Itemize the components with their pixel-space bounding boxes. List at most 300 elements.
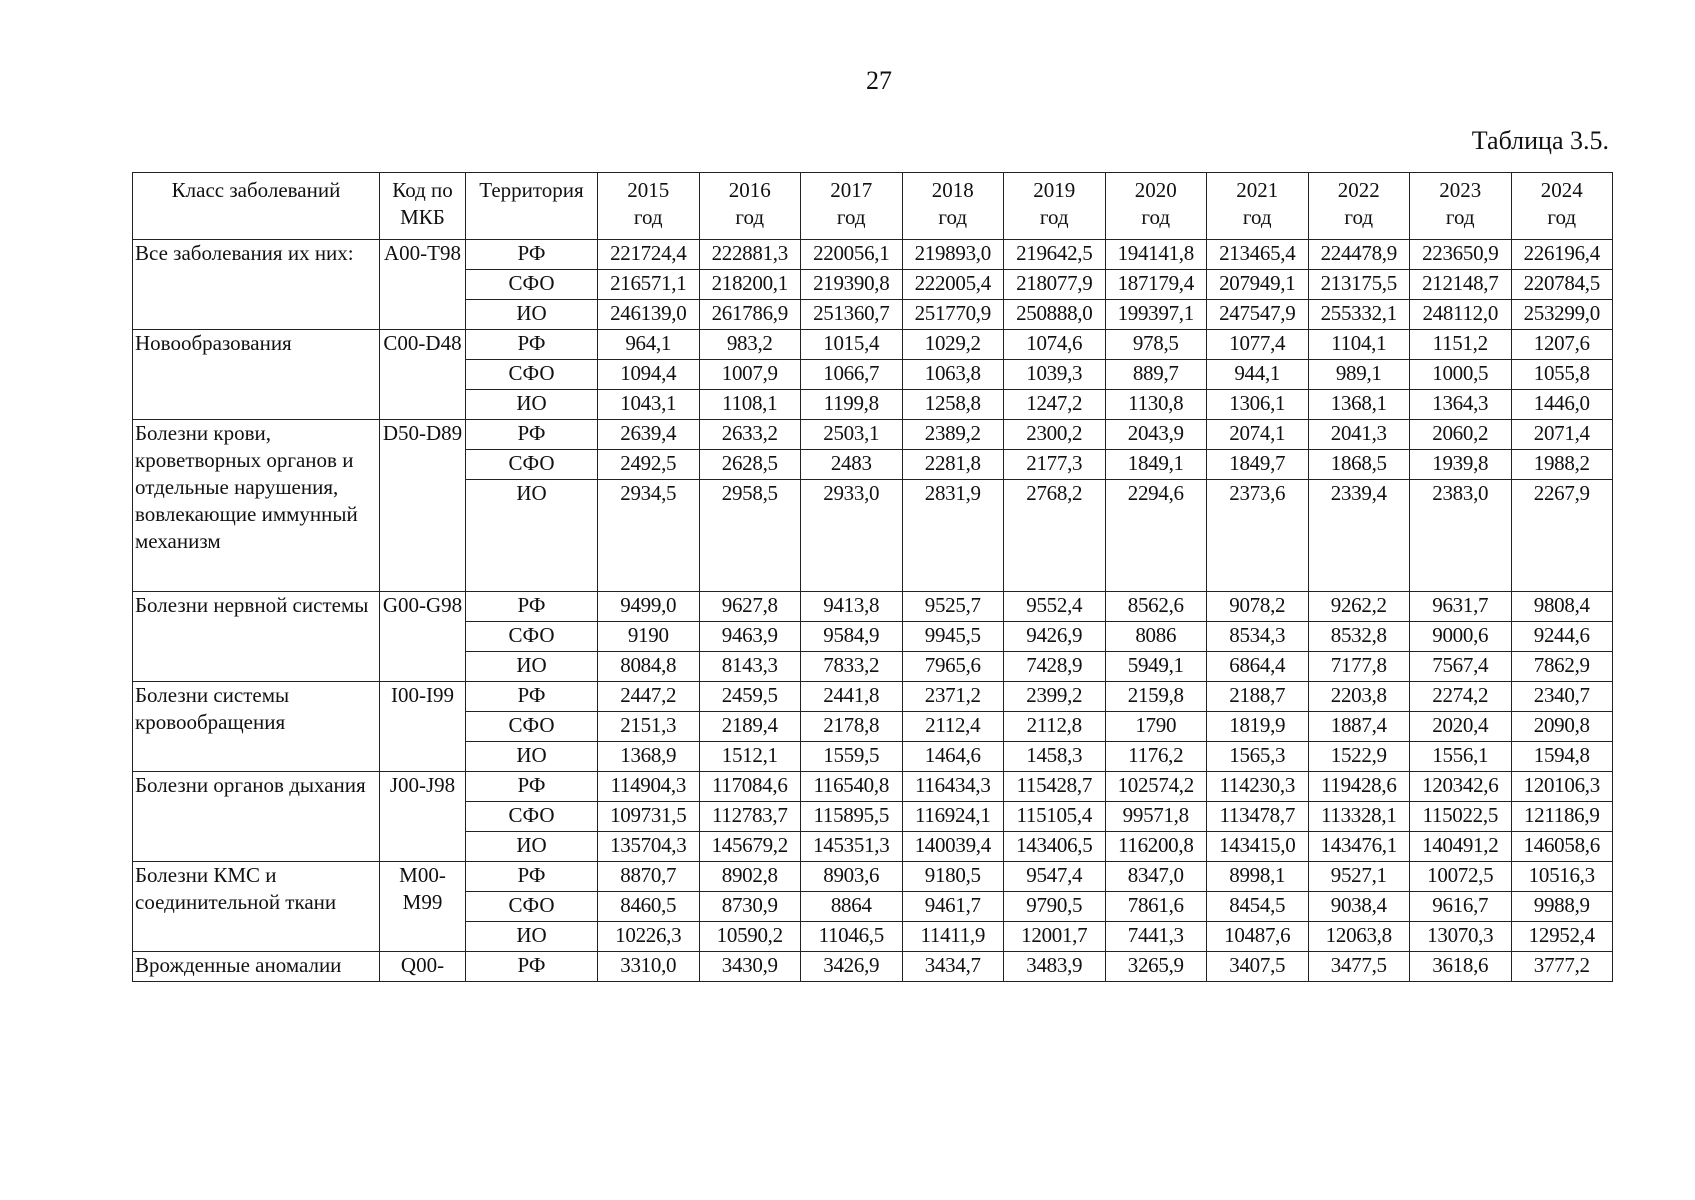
- value-cell: 1368,1: [1308, 390, 1410, 420]
- value-cell: 1130,8: [1105, 390, 1207, 420]
- value-cell: 143406,5: [1004, 832, 1106, 862]
- table-row: [133, 592, 1613, 622]
- value-cell: 1464,6: [902, 742, 1004, 772]
- header-year-label: 2017: [830, 178, 873, 202]
- value-cell: 102574,2: [1105, 772, 1207, 802]
- value-cell: 9616,7: [1410, 892, 1512, 922]
- value-cell: 7567,4: [1410, 652, 1512, 682]
- value-cell: 223650,9: [1410, 240, 1512, 270]
- table-row: [133, 420, 1613, 450]
- value-cell: 2188,7: [1207, 682, 1309, 712]
- value-cell: 226196,4: [1511, 240, 1613, 270]
- value-cell: 135704,3: [598, 832, 700, 862]
- value-cell: 115428,7: [1004, 772, 1106, 802]
- value-cell: 9790,5: [1004, 892, 1106, 922]
- value-cell: 9463,9: [699, 622, 801, 652]
- value-cell: 113478,7: [1207, 802, 1309, 832]
- value-cell: 9244,6: [1511, 622, 1613, 652]
- header-year-label: 2019: [1033, 178, 1076, 202]
- disease-class: Болезни КМС и соединительной ткани: [133, 862, 380, 952]
- value-cell: 199397,1: [1105, 300, 1207, 330]
- value-cell: 9499,0: [598, 592, 700, 622]
- header-year: [1105, 173, 1207, 240]
- value-cell: 1247,2: [1004, 390, 1106, 420]
- value-cell: 5949,1: [1105, 652, 1207, 682]
- value-cell: 1066,7: [801, 360, 903, 390]
- value-cell: 2294,6: [1105, 480, 1207, 592]
- value-cell: 8903,6: [801, 862, 903, 892]
- territory-cell: ИО: [466, 832, 598, 862]
- value-cell: 1094,4: [598, 360, 700, 390]
- value-cell: 9461,7: [902, 892, 1004, 922]
- value-cell: 11046,5: [801, 922, 903, 952]
- header-year-suffix: год: [1141, 205, 1171, 229]
- value-cell: 9078,2: [1207, 592, 1309, 622]
- value-cell: 120342,6: [1410, 772, 1512, 802]
- value-cell: 978,5: [1105, 330, 1207, 360]
- value-cell: 2373,6: [1207, 480, 1309, 592]
- value-cell: 2071,4: [1511, 420, 1613, 450]
- value-cell: 3426,9: [801, 952, 903, 982]
- value-cell: 253299,0: [1511, 300, 1613, 330]
- value-cell: 1306,1: [1207, 390, 1309, 420]
- value-cell: 9262,2: [1308, 592, 1410, 622]
- value-cell: 2383,0: [1410, 480, 1512, 592]
- value-cell: 1015,4: [801, 330, 903, 360]
- header-year-suffix: год: [1547, 205, 1577, 229]
- value-cell: 1176,2: [1105, 742, 1207, 772]
- value-cell: 10487,6: [1207, 922, 1309, 952]
- territory-cell: СФО: [466, 450, 598, 480]
- value-cell: 6864,4: [1207, 652, 1309, 682]
- value-cell: 1849,7: [1207, 450, 1309, 480]
- value-cell: 250888,0: [1004, 300, 1106, 330]
- value-cell: 1258,8: [902, 390, 1004, 420]
- value-cell: 1819,9: [1207, 712, 1309, 742]
- disease-class: Болезни органов дыхания: [133, 772, 380, 862]
- value-cell: 246139,0: [598, 300, 700, 330]
- value-cell: 1887,4: [1308, 712, 1410, 742]
- header-code: Код по МКБ: [380, 173, 466, 240]
- value-cell: 1108,1: [699, 390, 801, 420]
- value-cell: 2300,2: [1004, 420, 1106, 450]
- value-cell: 2934,5: [598, 480, 700, 592]
- value-cell: 7862,9: [1511, 652, 1613, 682]
- value-cell: 2492,5: [598, 450, 700, 480]
- territory-cell: СФО: [466, 270, 598, 300]
- value-cell: 2177,3: [1004, 450, 1106, 480]
- icd-code: A00-T98: [380, 240, 466, 330]
- value-cell: 3618,6: [1410, 952, 1512, 982]
- icd-code: I00-I99: [380, 682, 466, 772]
- value-cell: 115022,5: [1410, 802, 1512, 832]
- value-cell: 3777,2: [1511, 952, 1613, 982]
- value-cell: 8730,9: [699, 892, 801, 922]
- value-cell: 2060,2: [1410, 420, 1512, 450]
- value-cell: 221724,4: [598, 240, 700, 270]
- value-cell: 10226,3: [598, 922, 700, 952]
- value-cell: 219893,0: [902, 240, 1004, 270]
- territory-cell: РФ: [466, 592, 598, 622]
- value-cell: 8454,5: [1207, 892, 1309, 922]
- header-year: [1004, 173, 1106, 240]
- value-cell: 2074,1: [1207, 420, 1309, 450]
- value-cell: 2203,8: [1308, 682, 1410, 712]
- value-cell: 10072,5: [1410, 862, 1512, 892]
- value-cell: 224478,9: [1308, 240, 1410, 270]
- header-year-label: 2020: [1134, 178, 1177, 202]
- header-year-label: 2023: [1439, 178, 1482, 202]
- value-cell: 3477,5: [1308, 952, 1410, 982]
- value-cell: 9000,6: [1410, 622, 1512, 652]
- value-cell: 1512,1: [699, 742, 801, 772]
- value-cell: 1939,8: [1410, 450, 1512, 480]
- value-cell: 944,1: [1207, 360, 1309, 390]
- table-caption: Таблица 3.5.: [1471, 126, 1609, 155]
- territory-cell: РФ: [466, 862, 598, 892]
- header-year-suffix: год: [1445, 205, 1475, 229]
- value-cell: 7441,3: [1105, 922, 1207, 952]
- icd-code: G00-G98: [380, 592, 466, 682]
- header-year-label: 2022: [1337, 178, 1380, 202]
- icd-code: M00-M99: [380, 862, 466, 952]
- header-year-suffix: год: [1242, 205, 1272, 229]
- value-cell: 10590,2: [699, 922, 801, 952]
- value-cell: 145351,3: [801, 832, 903, 862]
- value-cell: 1000,5: [1410, 360, 1512, 390]
- disease-class: Все заболевания их них:: [133, 240, 380, 330]
- value-cell: 1151,2: [1410, 330, 1512, 360]
- value-cell: 9627,8: [699, 592, 801, 622]
- value-cell: 9426,9: [1004, 622, 1106, 652]
- table-body: [133, 240, 1613, 982]
- value-cell: 9180,5: [902, 862, 1004, 892]
- value-cell: 121186,9: [1511, 802, 1613, 832]
- value-cell: 9038,4: [1308, 892, 1410, 922]
- value-cell: 248112,0: [1410, 300, 1512, 330]
- header-year-label: 2016: [728, 178, 771, 202]
- value-cell: 140491,2: [1410, 832, 1512, 862]
- value-cell: 116434,3: [902, 772, 1004, 802]
- value-cell: 9413,8: [801, 592, 903, 622]
- territory-cell: ИО: [466, 390, 598, 420]
- header-year-label: 2024: [1540, 178, 1583, 202]
- value-cell: 143476,1: [1308, 832, 1410, 862]
- value-cell: 218200,1: [699, 270, 801, 300]
- value-cell: 1364,3: [1410, 390, 1512, 420]
- value-cell: 255332,1: [1308, 300, 1410, 330]
- value-cell: 11411,9: [902, 922, 1004, 952]
- value-cell: 2371,2: [902, 682, 1004, 712]
- header-year-suffix: год: [735, 205, 765, 229]
- value-cell: 13070,3: [1410, 922, 1512, 952]
- disease-class: Болезни крови, кроветворных органов и отдельные нарушения, вовлекающие иммунный механизм: [133, 420, 380, 592]
- value-cell: 220056,1: [801, 240, 903, 270]
- value-cell: 1029,2: [902, 330, 1004, 360]
- value-cell: 2831,9: [902, 480, 1004, 592]
- value-cell: 1074,6: [1004, 330, 1106, 360]
- icd-code: Q00-: [380, 952, 466, 982]
- value-cell: 2933,0: [801, 480, 903, 592]
- value-cell: 207949,1: [1207, 270, 1309, 300]
- value-cell: 1594,8: [1511, 742, 1613, 772]
- value-cell: 9988,9: [1511, 892, 1613, 922]
- value-cell: 2151,3: [598, 712, 700, 742]
- disease-class: Врожденные аномалии: [133, 952, 380, 982]
- value-cell: 1039,3: [1004, 360, 1106, 390]
- value-cell: 12063,8: [1308, 922, 1410, 952]
- value-cell: 3265,9: [1105, 952, 1207, 982]
- value-cell: 7428,9: [1004, 652, 1106, 682]
- header-year-label: 2021: [1236, 178, 1279, 202]
- value-cell: 222005,4: [902, 270, 1004, 300]
- value-cell: 1199,8: [801, 390, 903, 420]
- value-cell: 114904,3: [598, 772, 700, 802]
- value-cell: 7861,6: [1105, 892, 1207, 922]
- value-cell: 8086: [1105, 622, 1207, 652]
- value-cell: 1043,1: [598, 390, 700, 420]
- value-cell: 2459,5: [699, 682, 801, 712]
- value-cell: 8347,0: [1105, 862, 1207, 892]
- value-cell: 187179,4: [1105, 270, 1207, 300]
- value-cell: 9552,4: [1004, 592, 1106, 622]
- value-cell: 2043,9: [1105, 420, 1207, 450]
- territory-cell: РФ: [466, 952, 598, 982]
- value-cell: 889,7: [1105, 360, 1207, 390]
- value-cell: 143415,0: [1207, 832, 1309, 862]
- value-cell: 2447,2: [598, 682, 700, 712]
- value-cell: 2441,8: [801, 682, 903, 712]
- value-cell: 113328,1: [1308, 802, 1410, 832]
- value-cell: 1988,2: [1511, 450, 1613, 480]
- value-cell: 115895,5: [801, 802, 903, 832]
- value-cell: 7177,8: [1308, 652, 1410, 682]
- value-cell: 114230,3: [1207, 772, 1309, 802]
- disease-class: Болезни системы кровообращения: [133, 682, 380, 772]
- icd-code: J00-J98: [380, 772, 466, 862]
- territory-cell: ИО: [466, 922, 598, 952]
- header-year: [1511, 173, 1613, 240]
- value-cell: 9547,4: [1004, 862, 1106, 892]
- territory-cell: ИО: [466, 742, 598, 772]
- value-cell: 2112,8: [1004, 712, 1106, 742]
- header-year: [1410, 173, 1512, 240]
- header-year: [1308, 173, 1410, 240]
- value-cell: 8084,8: [598, 652, 700, 682]
- header-year-suffix: год: [633, 205, 663, 229]
- value-cell: 99571,8: [1105, 802, 1207, 832]
- value-cell: 3430,9: [699, 952, 801, 982]
- value-cell: 2628,5: [699, 450, 801, 480]
- value-cell: 218077,9: [1004, 270, 1106, 300]
- value-cell: 1565,3: [1207, 742, 1309, 772]
- value-cell: 8460,5: [598, 892, 700, 922]
- disease-class: Болезни нервной системы: [133, 592, 380, 682]
- header-year: [598, 173, 700, 240]
- value-cell: 1055,8: [1511, 360, 1613, 390]
- value-cell: 1368,9: [598, 742, 700, 772]
- value-cell: 247547,9: [1207, 300, 1309, 330]
- value-cell: 116200,8: [1105, 832, 1207, 862]
- territory-cell: РФ: [466, 772, 598, 802]
- value-cell: 251770,9: [902, 300, 1004, 330]
- header-territory: Территория: [466, 173, 598, 240]
- value-cell: 9527,1: [1308, 862, 1410, 892]
- value-cell: 2112,4: [902, 712, 1004, 742]
- value-cell: 1207,6: [1511, 330, 1613, 360]
- value-cell: 1868,5: [1308, 450, 1410, 480]
- value-cell: 2958,5: [699, 480, 801, 592]
- value-cell: 2639,4: [598, 420, 700, 450]
- value-cell: 2041,3: [1308, 420, 1410, 450]
- value-cell: 2399,2: [1004, 682, 1106, 712]
- value-cell: 213175,5: [1308, 270, 1410, 300]
- value-cell: 109731,5: [598, 802, 700, 832]
- territory-cell: РФ: [466, 240, 598, 270]
- territory-cell: РФ: [466, 682, 598, 712]
- territory-cell: РФ: [466, 330, 598, 360]
- value-cell: 2483: [801, 450, 903, 480]
- value-cell: 2274,2: [1410, 682, 1512, 712]
- territory-cell: СФО: [466, 802, 598, 832]
- territory-cell: СФО: [466, 712, 598, 742]
- territory-cell: ИО: [466, 652, 598, 682]
- value-cell: 251360,7: [801, 300, 903, 330]
- disease-class: Новообразования: [133, 330, 380, 420]
- value-cell: 119428,6: [1308, 772, 1410, 802]
- value-cell: 8532,8: [1308, 622, 1410, 652]
- value-cell: 3407,5: [1207, 952, 1309, 982]
- morbidity-table: [132, 172, 1613, 982]
- territory-cell: ИО: [466, 300, 598, 330]
- value-cell: 9190: [598, 622, 700, 652]
- value-cell: 216571,1: [598, 270, 700, 300]
- value-cell: 2090,8: [1511, 712, 1613, 742]
- value-cell: 261786,9: [699, 300, 801, 330]
- value-cell: 1522,9: [1308, 742, 1410, 772]
- value-cell: 1790: [1105, 712, 1207, 742]
- value-cell: 2267,9: [1511, 480, 1613, 592]
- value-cell: 112783,7: [699, 802, 801, 832]
- territory-cell: ИО: [466, 480, 598, 592]
- header-year: [1207, 173, 1309, 240]
- value-cell: 2768,2: [1004, 480, 1106, 592]
- value-cell: 2503,1: [801, 420, 903, 450]
- header-year-suffix: год: [1344, 205, 1374, 229]
- header-year: [902, 173, 1004, 240]
- value-cell: 1556,1: [1410, 742, 1512, 772]
- value-cell: 2633,2: [699, 420, 801, 450]
- value-cell: 117084,6: [699, 772, 801, 802]
- value-cell: 9631,7: [1410, 592, 1512, 622]
- value-cell: 7833,2: [801, 652, 903, 682]
- value-cell: 3434,7: [902, 952, 1004, 982]
- icd-code: D50-D89: [380, 420, 466, 592]
- value-cell: 1063,8: [902, 360, 1004, 390]
- header-class: Класс заболеваний: [133, 173, 380, 240]
- value-cell: 219642,5: [1004, 240, 1106, 270]
- territory-cell: СФО: [466, 892, 598, 922]
- value-cell: 194141,8: [1105, 240, 1207, 270]
- value-cell: 220784,5: [1511, 270, 1613, 300]
- table-row: [133, 772, 1613, 802]
- value-cell: 1077,4: [1207, 330, 1309, 360]
- value-cell: 222881,3: [699, 240, 801, 270]
- table-row: [133, 240, 1613, 270]
- value-cell: 1446,0: [1511, 390, 1613, 420]
- value-cell: 1007,9: [699, 360, 801, 390]
- header-year: [801, 173, 903, 240]
- table-row: [133, 682, 1613, 712]
- value-cell: 146058,6: [1511, 832, 1613, 862]
- header-row: [133, 173, 1613, 240]
- value-cell: 7965,6: [902, 652, 1004, 682]
- value-cell: 2389,2: [902, 420, 1004, 450]
- value-cell: 964,1: [598, 330, 700, 360]
- territory-cell: СФО: [466, 360, 598, 390]
- header-year-suffix: год: [1039, 205, 1069, 229]
- value-cell: 9525,7: [902, 592, 1004, 622]
- table-row: [133, 330, 1613, 360]
- value-cell: 10516,3: [1511, 862, 1613, 892]
- value-cell: 1849,1: [1105, 450, 1207, 480]
- value-cell: 212148,7: [1410, 270, 1512, 300]
- value-cell: 8870,7: [598, 862, 700, 892]
- value-cell: 8864: [801, 892, 903, 922]
- header-year: [699, 173, 801, 240]
- value-cell: 115105,4: [1004, 802, 1106, 832]
- value-cell: 8143,3: [699, 652, 801, 682]
- value-cell: 12952,4: [1511, 922, 1613, 952]
- value-cell: 1458,3: [1004, 742, 1106, 772]
- value-cell: 9945,5: [902, 622, 1004, 652]
- value-cell: 1559,5: [801, 742, 903, 772]
- header-year-label: 2018: [931, 178, 974, 202]
- value-cell: 8534,3: [1207, 622, 1309, 652]
- value-cell: 219390,8: [801, 270, 903, 300]
- value-cell: 8902,8: [699, 862, 801, 892]
- value-cell: 2189,4: [699, 712, 801, 742]
- value-cell: 116540,8: [801, 772, 903, 802]
- value-cell: 2281,8: [902, 450, 1004, 480]
- value-cell: 145679,2: [699, 832, 801, 862]
- header-year-suffix: год: [938, 205, 968, 229]
- value-cell: 2159,8: [1105, 682, 1207, 712]
- value-cell: 9808,4: [1511, 592, 1613, 622]
- header-year-label: 2015: [627, 178, 670, 202]
- value-cell: 1104,1: [1308, 330, 1410, 360]
- value-cell: 2178,8: [801, 712, 903, 742]
- icd-code: C00-D48: [380, 330, 466, 420]
- value-cell: 2340,7: [1511, 682, 1613, 712]
- value-cell: 8998,1: [1207, 862, 1309, 892]
- table-row: [133, 952, 1613, 982]
- territory-cell: СФО: [466, 622, 598, 652]
- value-cell: 2020,4: [1410, 712, 1512, 742]
- value-cell: 3483,9: [1004, 952, 1106, 982]
- value-cell: 2339,4: [1308, 480, 1410, 592]
- page-number: 27: [866, 66, 892, 95]
- value-cell: 8562,6: [1105, 592, 1207, 622]
- territory-cell: РФ: [466, 420, 598, 450]
- header-year-suffix: год: [836, 205, 866, 229]
- table-row: [133, 862, 1613, 892]
- value-cell: 989,1: [1308, 360, 1410, 390]
- value-cell: 12001,7: [1004, 922, 1106, 952]
- value-cell: 213465,4: [1207, 240, 1309, 270]
- value-cell: 140039,4: [902, 832, 1004, 862]
- value-cell: 116924,1: [902, 802, 1004, 832]
